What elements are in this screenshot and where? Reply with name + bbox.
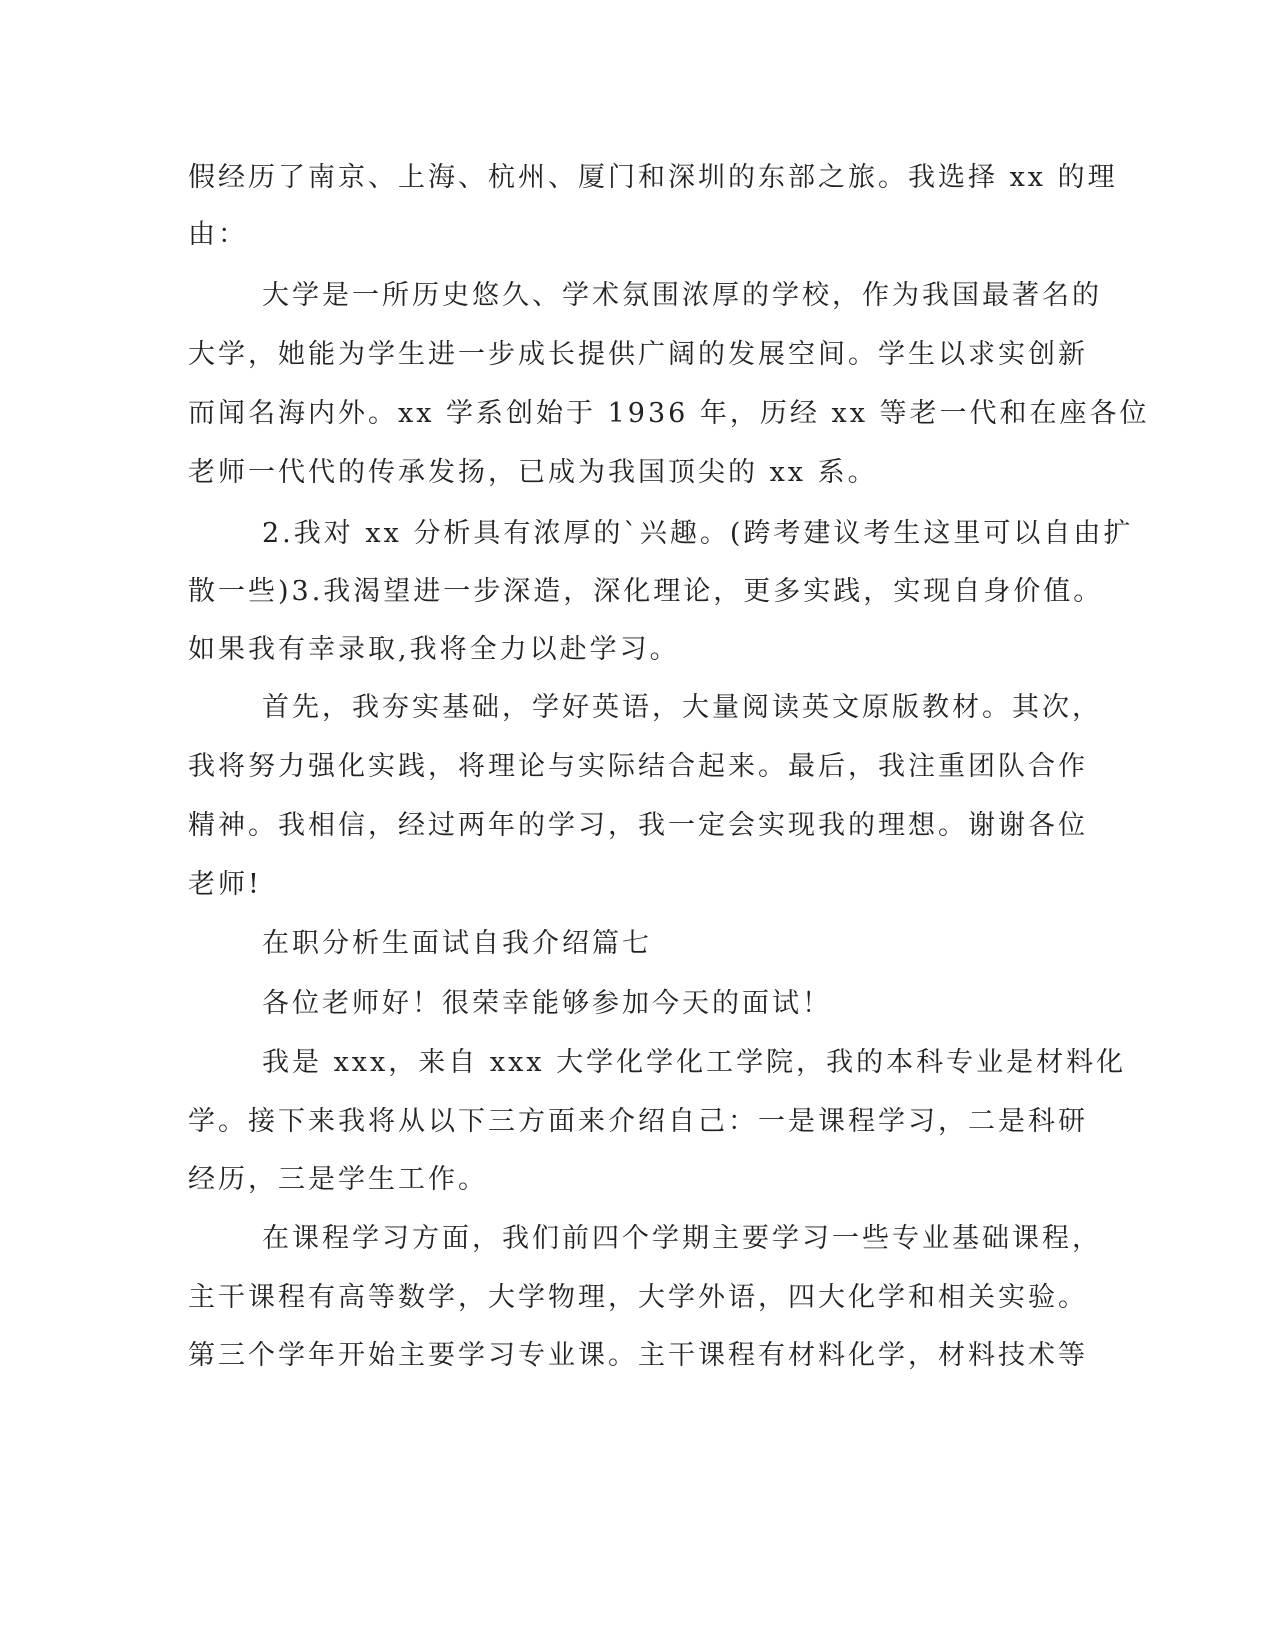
text-line: 经历，三是学生工作。	[188, 1164, 488, 1195]
text-line: 学。接下来我将从以下三方面来介绍自己：一是课程学习，二是科研	[188, 1106, 1088, 1137]
text-line: 老师!	[188, 869, 262, 900]
text-line: 我是 xxx，来自 xxx 大学化学化工学院，我的本科专业是材料化	[262, 1047, 1127, 1078]
text-line: 精神。我相信，经过两年的学习，我一定会实现我的理想。谢谢各位	[188, 810, 1088, 841]
text-line: 我将努力强化实践，将理论与实际结合起来。最后，我注重团队合作	[188, 751, 1088, 782]
text-line: 在课程学习方面，我们前四个学期主要学习一些专业基础课程，	[262, 1223, 1102, 1254]
text-line: 而闻名海内外。xx 学系创始于 1936 年，历经 xx 等老一代和在座各位	[188, 398, 1150, 429]
text-line: 第三个学年开始主要学习专业课。主干课程有材料化学，材料技术等	[188, 1340, 1088, 1371]
text-line: 假经历了南京、上海、杭州、厦门和深圳的东部之旅。我选择 xx 的理	[188, 162, 1118, 193]
text-line: 主干课程有高等数学，大学物理，大学外语，四大化学和相关实验。	[188, 1282, 1088, 1313]
section-heading: 在职分析生面试自我介绍篇七	[262, 928, 652, 959]
text-line: 各位老师好！很荣幸能够参加今天的面试！	[262, 988, 832, 1019]
text-line: 老师一代代的传承发扬，已成为我国顶尖的 xx 系。	[188, 457, 878, 488]
text-line: 2.我对 xx 分析具有浓厚的`兴趣。(跨考建议考生这里可以自由扩	[262, 518, 1134, 549]
text-line: 大学是一所历史悠久、学术氛围浓厚的学校，作为我国最著名的	[262, 280, 1102, 311]
text-line: 大学，她能为学生进一步成长提供广阔的发展空间。学生以求实创新	[188, 339, 1088, 370]
text-line: 首先，我夯实基础，学好英语，大量阅读英文原版教材。其次，	[262, 692, 1102, 723]
text-line: 如果我有幸录取,我将全力以赴学习。	[188, 634, 680, 665]
text-line: 散一些)3.我渴望进一步深造，深化理论，更多实践，实现自身价值。	[188, 576, 1104, 607]
text-line: 由：	[188, 219, 248, 250]
